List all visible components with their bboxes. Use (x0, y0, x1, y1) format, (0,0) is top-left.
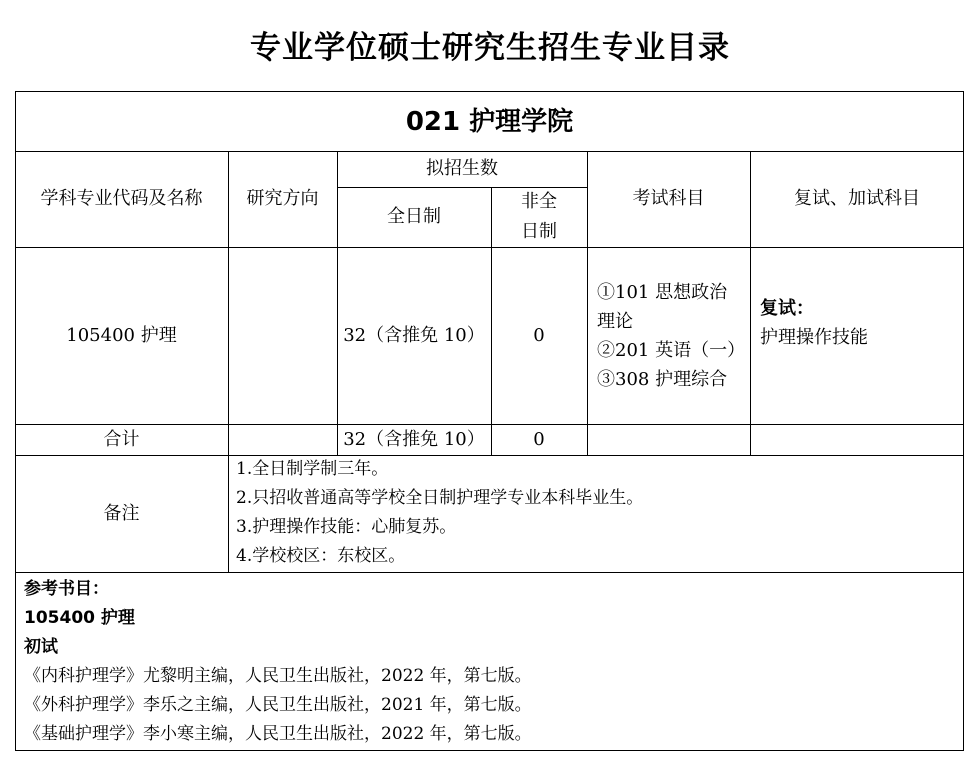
reference-book: 《内科护理学》尤黎明主编，人民卫生出版社，2022 年，第七版。 (24, 666, 532, 686)
exam-line: 理论 (597, 311, 633, 332)
header-exam: 考试科目 (632, 188, 705, 209)
header-direction: 研究方向 (246, 188, 319, 209)
exam-line: ③308 护理综合 (597, 369, 728, 390)
note-item: 1.全日制学制三年。 (236, 459, 389, 479)
header-parttime-line: 日制 (521, 221, 557, 242)
note-item: 2.只招收普通高等学校全日制护理学专业本科毕业生。 (236, 488, 644, 508)
references-heading: 参考书目： (24, 579, 109, 599)
header-parttime-line: 非全 (521, 191, 557, 212)
row-major: 105400 护理 (66, 324, 177, 346)
header-plan: 拟招生数 (426, 158, 498, 179)
total-label: 合计 (103, 428, 140, 450)
row-exam (597, 278, 745, 394)
header-parttime (491, 187, 587, 247)
references (24, 575, 532, 749)
references-major: 105400 护理 (24, 608, 135, 628)
exam-line: ②201 英语（一） (597, 340, 746, 361)
notes-label: 备注 (103, 502, 140, 524)
retest-label: 复试： (760, 298, 814, 319)
note-item: 3.护理操作技能：心肺复苏。 (236, 517, 457, 537)
page-title: 专业学位硕士研究生招生专业目录 (250, 30, 730, 66)
header-major: 学科专业代码及名称 (40, 188, 203, 209)
divider (15, 572, 964, 573)
total-fulltime: 32（含推免 10） (343, 428, 485, 450)
header-fulltime: 全日制 (387, 206, 441, 227)
references-stage: 初试 (24, 637, 58, 657)
reference-book: 《外科护理学》李乐之主编，人民卫生出版社，2021 年，第七版。 (24, 695, 532, 715)
row-parttime: 0 (533, 324, 545, 346)
row-direction (228, 247, 337, 424)
college-name: 021 护理学院 (405, 106, 574, 137)
note-item: 4.学校校区：东校区。 (236, 546, 406, 566)
reference-book: 《基础护理学》李小寒主编，人民卫生出版社，2022 年，第七版。 (24, 724, 532, 744)
notes-list (236, 455, 643, 571)
retest-value: 护理操作技能 (760, 327, 868, 348)
divider (228, 455, 229, 572)
total-parttime: 0 (533, 428, 545, 450)
row-retest (760, 294, 868, 352)
row-fulltime: 32（含推免 10） (343, 324, 485, 346)
header-retest: 复试、加试科目 (794, 188, 920, 209)
exam-line: ①101 思想政治 (597, 282, 728, 303)
